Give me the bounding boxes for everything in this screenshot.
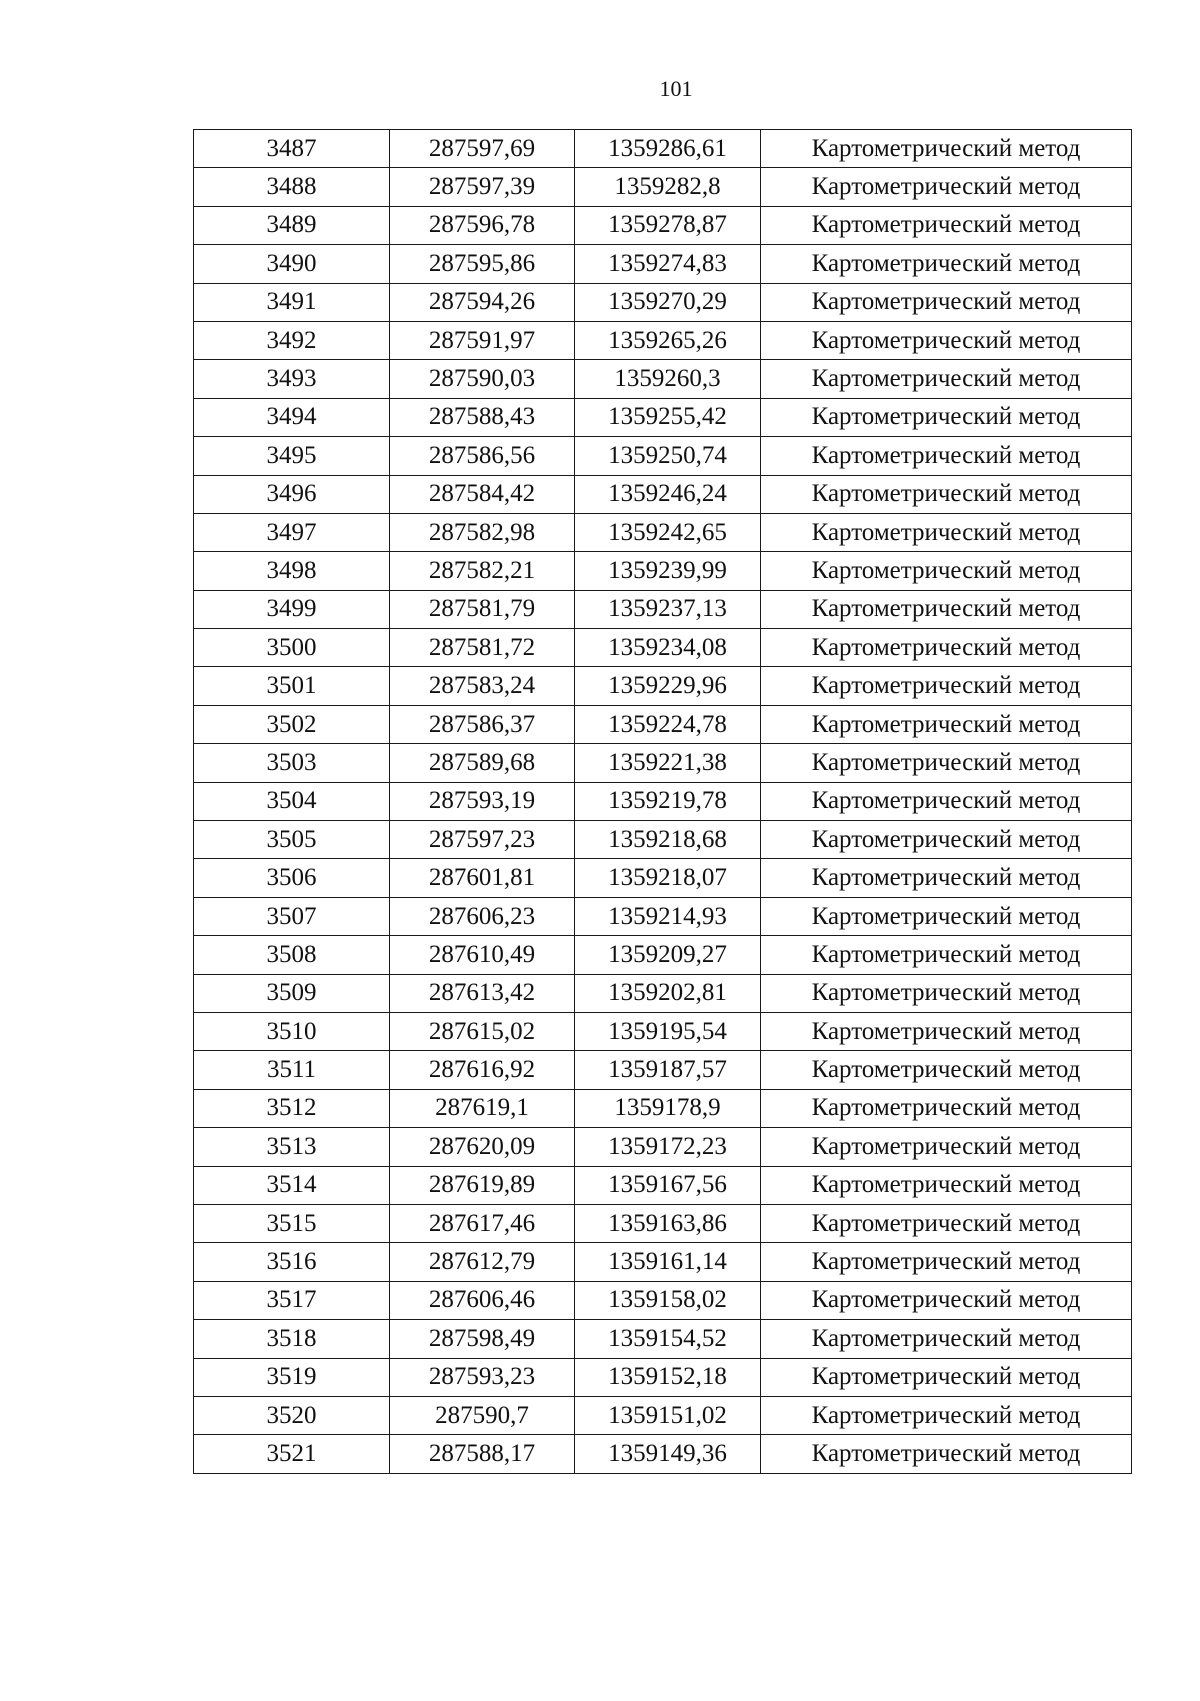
point-number-cell: 3515 (194, 1204, 390, 1242)
y-coordinate-cell: 1359161,14 (575, 1243, 761, 1281)
method-cell: Картометрический метод (761, 1243, 1132, 1281)
method-cell: Картометрический метод (761, 1012, 1132, 1050)
point-number-cell: 3513 (194, 1128, 390, 1166)
x-coordinate-cell: 287615,02 (390, 1012, 575, 1050)
table-row (194, 321, 1132, 359)
point-number-cell: 3487 (194, 130, 390, 168)
table-row (194, 859, 1132, 897)
method-cell: Картометрический метод (761, 1396, 1132, 1434)
y-coordinate-cell: 1359209,27 (575, 936, 761, 974)
x-coordinate-cell: 287583,24 (390, 667, 575, 705)
point-number-cell: 3519 (194, 1358, 390, 1396)
x-coordinate-cell: 287595,86 (390, 245, 575, 283)
point-number-cell: 3504 (194, 782, 390, 820)
x-coordinate-cell: 287596,78 (390, 206, 575, 244)
method-cell: Картометрический метод (761, 590, 1132, 628)
x-coordinate-cell: 287590,03 (390, 360, 575, 398)
y-coordinate-cell: 1359218,07 (575, 859, 761, 897)
x-coordinate-cell: 287594,26 (390, 283, 575, 321)
y-coordinate-cell: 1359270,29 (575, 283, 761, 321)
page-number: 101 (659, 76, 693, 101)
y-coordinate-cell: 1359178,9 (575, 1089, 761, 1127)
y-coordinate-cell: 1359239,99 (575, 552, 761, 590)
method-cell: Картометрический метод (761, 206, 1132, 244)
x-coordinate-cell: 287581,72 (390, 629, 575, 667)
x-coordinate-cell: 287617,46 (390, 1204, 575, 1242)
x-coordinate-cell: 287597,39 (390, 168, 575, 206)
point-number-cell: 3516 (194, 1243, 390, 1281)
y-coordinate-cell: 1359152,18 (575, 1358, 761, 1396)
x-coordinate-cell: 287620,09 (390, 1128, 575, 1166)
y-coordinate-cell: 1359219,78 (575, 782, 761, 820)
table-row (194, 1204, 1132, 1242)
y-coordinate-cell: 1359278,87 (575, 206, 761, 244)
method-cell: Картометрический метод (761, 782, 1132, 820)
point-number-cell: 3505 (194, 821, 390, 859)
point-number-cell: 3510 (194, 1012, 390, 1050)
table-row (194, 168, 1132, 206)
method-cell: Картометрический метод (761, 130, 1132, 168)
table-row (194, 1358, 1132, 1396)
method-cell: Картометрический метод (761, 667, 1132, 705)
y-coordinate-cell: 1359242,65 (575, 513, 761, 551)
y-coordinate-cell: 1359218,68 (575, 821, 761, 859)
point-number-cell: 3496 (194, 475, 390, 513)
table-row (194, 821, 1132, 859)
point-number-cell: 3488 (194, 168, 390, 206)
table-row (194, 398, 1132, 436)
table-row (194, 437, 1132, 475)
x-coordinate-cell: 287612,79 (390, 1243, 575, 1281)
point-number-cell: 3492 (194, 321, 390, 359)
x-coordinate-cell: 287613,42 (390, 974, 575, 1012)
point-number-cell: 3520 (194, 1396, 390, 1434)
table-row (194, 1089, 1132, 1127)
table-row (194, 1166, 1132, 1204)
method-cell: Картометрический метод (761, 705, 1132, 743)
point-number-cell: 3501 (194, 667, 390, 705)
y-coordinate-cell: 1359149,36 (575, 1435, 761, 1473)
table-row (194, 1051, 1132, 1089)
y-coordinate-cell: 1359234,08 (575, 629, 761, 667)
table-row (194, 1243, 1132, 1281)
method-cell: Картометрический метод (761, 1358, 1132, 1396)
table-row (194, 1396, 1132, 1434)
method-cell: Картометрический метод (761, 974, 1132, 1012)
method-cell: Картометрический метод (761, 1204, 1132, 1242)
method-cell: Картометрический метод (761, 475, 1132, 513)
point-number-cell: 3498 (194, 552, 390, 590)
y-coordinate-cell: 1359154,52 (575, 1320, 761, 1358)
y-coordinate-cell: 1359282,8 (575, 168, 761, 206)
method-cell: Картометрический метод (761, 321, 1132, 359)
y-coordinate-cell: 1359221,38 (575, 744, 761, 782)
y-coordinate-cell: 1359172,23 (575, 1128, 761, 1166)
table-row (194, 1128, 1132, 1166)
x-coordinate-cell: 287598,49 (390, 1320, 575, 1358)
y-coordinate-cell: 1359158,02 (575, 1281, 761, 1319)
x-coordinate-cell: 287590,7 (390, 1396, 575, 1434)
x-coordinate-cell: 287589,68 (390, 744, 575, 782)
point-number-cell: 3490 (194, 245, 390, 283)
point-number-cell: 3508 (194, 936, 390, 974)
method-cell: Картометрический метод (761, 1051, 1132, 1089)
method-cell: Картометрический метод (761, 245, 1132, 283)
x-coordinate-cell: 287584,42 (390, 475, 575, 513)
method-cell: Картометрический метод (761, 360, 1132, 398)
method-cell: Картометрический метод (761, 821, 1132, 859)
x-coordinate-cell: 287597,69 (390, 130, 575, 168)
y-coordinate-cell: 1359250,74 (575, 437, 761, 475)
y-coordinate-cell: 1359163,86 (575, 1204, 761, 1242)
point-number-cell: 3509 (194, 974, 390, 1012)
point-number-cell: 3518 (194, 1320, 390, 1358)
table-row (194, 475, 1132, 513)
point-number-cell: 3512 (194, 1089, 390, 1127)
y-coordinate-cell: 1359214,93 (575, 897, 761, 935)
table-row (194, 974, 1132, 1012)
table-row (194, 629, 1132, 667)
table-row (194, 245, 1132, 283)
x-coordinate-cell: 287591,97 (390, 321, 575, 359)
point-number-cell: 3489 (194, 206, 390, 244)
y-coordinate-cell: 1359255,42 (575, 398, 761, 436)
table-row (194, 130, 1132, 168)
y-coordinate-cell: 1359224,78 (575, 705, 761, 743)
x-coordinate-cell: 287586,56 (390, 437, 575, 475)
y-coordinate-cell: 1359202,81 (575, 974, 761, 1012)
table-row (194, 552, 1132, 590)
table-row (194, 513, 1132, 551)
method-cell: Картометрический метод (761, 1281, 1132, 1319)
table-row (194, 667, 1132, 705)
x-coordinate-cell: 287619,1 (390, 1089, 575, 1127)
x-coordinate-cell: 287582,98 (390, 513, 575, 551)
table-row (194, 1320, 1132, 1358)
x-coordinate-cell: 287588,43 (390, 398, 575, 436)
point-number-cell: 3503 (194, 744, 390, 782)
point-number-cell: 3494 (194, 398, 390, 436)
x-coordinate-cell: 287582,21 (390, 552, 575, 590)
method-cell: Картометрический метод (761, 513, 1132, 551)
x-coordinate-cell: 287593,23 (390, 1358, 575, 1396)
point-number-cell: 3506 (194, 859, 390, 897)
y-coordinate-cell: 1359187,57 (575, 1051, 761, 1089)
table-row (194, 1012, 1132, 1050)
table-row (194, 590, 1132, 628)
method-cell: Картометрический метод (761, 1320, 1132, 1358)
x-coordinate-cell: 287588,17 (390, 1435, 575, 1473)
y-coordinate-cell: 1359229,96 (575, 667, 761, 705)
x-coordinate-cell: 287597,23 (390, 821, 575, 859)
coordinates-table (193, 129, 1132, 1474)
y-coordinate-cell: 1359274,83 (575, 245, 761, 283)
x-coordinate-cell: 287610,49 (390, 936, 575, 974)
method-cell: Картометрический метод (761, 1166, 1132, 1204)
method-cell: Картометрический метод (761, 629, 1132, 667)
y-coordinate-cell: 1359286,61 (575, 130, 761, 168)
y-coordinate-cell: 1359195,54 (575, 1012, 761, 1050)
table-row (194, 206, 1132, 244)
point-number-cell: 3497 (194, 513, 390, 551)
x-coordinate-cell: 287606,46 (390, 1281, 575, 1319)
point-number-cell: 3521 (194, 1435, 390, 1473)
table-row (194, 1435, 1132, 1473)
table-row (194, 705, 1132, 743)
point-number-cell: 3511 (194, 1051, 390, 1089)
point-number-cell: 3502 (194, 705, 390, 743)
method-cell: Картометрический метод (761, 1128, 1132, 1166)
table-row (194, 1281, 1132, 1319)
y-coordinate-cell: 1359260,3 (575, 360, 761, 398)
point-number-cell: 3517 (194, 1281, 390, 1319)
method-cell: Картометрический метод (761, 897, 1132, 935)
x-coordinate-cell: 287601,81 (390, 859, 575, 897)
method-cell: Картометрический метод (761, 1089, 1132, 1127)
point-number-cell: 3499 (194, 590, 390, 628)
method-cell: Картометрический метод (761, 283, 1132, 321)
point-number-cell: 3493 (194, 360, 390, 398)
table-row (194, 782, 1132, 820)
point-number-cell: 3491 (194, 283, 390, 321)
method-cell: Картометрический метод (761, 398, 1132, 436)
table-row (194, 283, 1132, 321)
table-row (194, 744, 1132, 782)
method-cell: Картометрический метод (761, 936, 1132, 974)
table-row (194, 360, 1132, 398)
coordinates-table-body (194, 130, 1132, 1474)
method-cell: Картометрический метод (761, 168, 1132, 206)
method-cell: Картометрический метод (761, 859, 1132, 897)
x-coordinate-cell: 287606,23 (390, 897, 575, 935)
method-cell: Картометрический метод (761, 552, 1132, 590)
x-coordinate-cell: 287616,92 (390, 1051, 575, 1089)
point-number-cell: 3500 (194, 629, 390, 667)
method-cell: Картометрический метод (761, 744, 1132, 782)
table-row (194, 936, 1132, 974)
method-cell: Картометрический метод (761, 1435, 1132, 1473)
y-coordinate-cell: 1359246,24 (575, 475, 761, 513)
x-coordinate-cell: 287619,89 (390, 1166, 575, 1204)
point-number-cell: 3514 (194, 1166, 390, 1204)
x-coordinate-cell: 287593,19 (390, 782, 575, 820)
y-coordinate-cell: 1359265,26 (575, 321, 761, 359)
point-number-cell: 3507 (194, 897, 390, 935)
y-coordinate-cell: 1359167,56 (575, 1166, 761, 1204)
x-coordinate-cell: 287581,79 (390, 590, 575, 628)
point-number-cell: 3495 (194, 437, 390, 475)
table-row (194, 897, 1132, 935)
y-coordinate-cell: 1359151,02 (575, 1396, 761, 1434)
x-coordinate-cell: 287586,37 (390, 705, 575, 743)
y-coordinate-cell: 1359237,13 (575, 590, 761, 628)
method-cell: Картометрический метод (761, 437, 1132, 475)
